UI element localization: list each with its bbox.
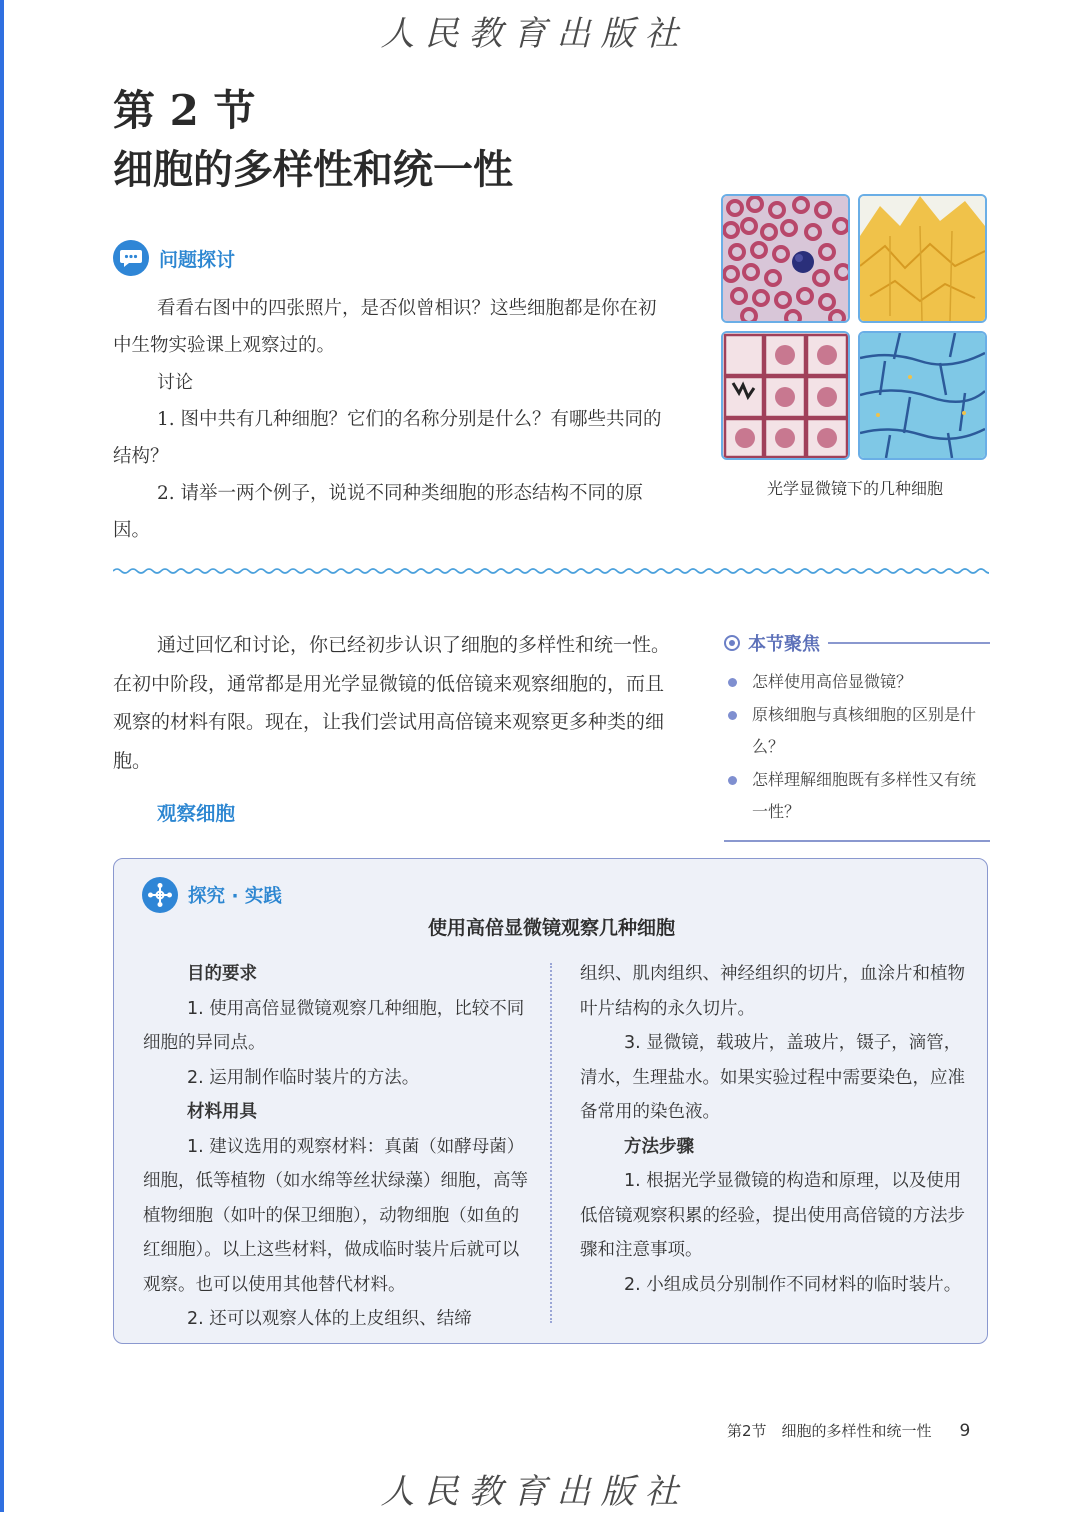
section-focus-bottom-rule	[724, 840, 990, 842]
material-item-1: 1. 建议选用的观察材料：真菌（如酵母菌）细胞，低等植物（如水绵等丝状绿藻）细胞，高等植物细胞（如叶的保卫细胞），动物细胞（如鱼的红细胞）。以上这些材料，做成临时装片后就可以观察。也可以使用其他替代材料。	[143, 1136, 528, 1295]
speech-bubble-icon	[113, 240, 149, 276]
method-item-1: 1. 根据光学显微镜的构造和原理，以及使用低倍镜观察积累的经验，提出使用高倍镜的方法步骤和注意事项。	[580, 1171, 965, 1260]
target-icon	[724, 635, 740, 651]
discuss-label: 讨论	[157, 372, 193, 393]
main-paragraph	[113, 626, 673, 780]
section-title: 细胞的多样性和统一性	[113, 146, 513, 193]
blood-smear-photo	[721, 194, 850, 323]
page-number: 9	[959, 1421, 971, 1441]
section-number: 第 2 节	[113, 86, 256, 135]
goal-heading: 目的要求	[187, 964, 257, 984]
section-focus-list	[724, 666, 990, 829]
section-focus-rule	[828, 642, 990, 644]
focus-item-3: 怎样理解细胞既有多样性又有统一性？	[724, 764, 990, 829]
onion-root-tip-photo	[721, 331, 850, 460]
page-footer	[727, 1420, 970, 1441]
section-focus-header	[724, 630, 990, 656]
practice-left-column	[143, 957, 531, 1337]
publisher-logo-top: 人民教育出版社	[380, 14, 689, 54]
practice-header	[142, 877, 282, 913]
focus-item-1: 怎样使用高倍显微镜？	[724, 666, 990, 699]
leaf-epidermis-photo	[858, 331, 987, 460]
practice-box	[113, 858, 988, 1344]
yellow-cells-photo	[858, 194, 987, 323]
publisher-logo-bottom: 人民教育出版社	[380, 1472, 689, 1512]
observe-cells-heading: 观察细胞	[157, 802, 236, 825]
network-nodes-icon	[142, 877, 178, 913]
material-item-2-cont: 组织、肌肉组织、神经组织的切片，血涂片和植物叶片结构的永久切片。	[580, 964, 965, 1019]
material-item-3: 3. 显微镜，载玻片，盖玻片，镊子，滴管，清水，生理盐水。如果实验过程中需要染色，应准备常用的染色液。	[580, 1033, 965, 1122]
material-item-2-start: 2. 还可以观察人体的上皮组织、结缔	[187, 1309, 472, 1329]
section-focus	[724, 630, 990, 829]
figure-caption: 光学显微镜下的几种细胞	[766, 479, 943, 498]
question-body	[113, 290, 673, 549]
practice-label: 探究 · 实践	[188, 886, 282, 907]
discuss-item-2: 2. 请举一两个例子，说说不同种类细胞的形态结构不同的原因。	[113, 483, 644, 541]
question-discussion-label: 问题探讨	[159, 248, 236, 271]
materials-heading: 材料用具	[187, 1102, 257, 1122]
goal-item-2: 2. 运用制作临时装片的方法。	[187, 1067, 420, 1088]
practice-right-column	[580, 957, 968, 1302]
left-edge-rule	[0, 0, 4, 1512]
question-intro: 看看右图中的四张照片，是否似曾相识？这些细胞都是你在初中生物实验课上观察过的。	[113, 298, 657, 356]
practice-title: 使用高倍显微镜观察几种细胞	[427, 917, 675, 939]
micrograph-grid	[721, 194, 989, 462]
method-item-2: 2. 小组成员分别制作不同材料的临时装片。	[624, 1274, 962, 1295]
goal-item-1: 1. 使用高倍显微镜观察几种细胞，比较不同细胞的异同点。	[143, 998, 525, 1053]
main-paragraph-text: 通过回忆和讨论，你已经初步认识了细胞的多样性和统一性。在初中阶段，通常都是用光学显微镜的低倍镜来观察细胞的，而且观察的材料有限。现在，让我们尝试用高倍镜来观察更多种类的细胞。	[113, 634, 671, 772]
footer-section-ref: 第2节 细胞的多样性和统一性	[727, 1422, 932, 1440]
discuss-item-1: 1. 图中共有几种细胞？它们的名称分别是什么？有哪些共同的结构？	[113, 409, 662, 467]
focus-item-2: 原核细胞与真核细胞的区别是什么？	[724, 699, 990, 764]
section-focus-label: 本节聚焦	[748, 634, 820, 655]
question-discussion-header	[113, 240, 235, 276]
method-heading: 方法步骤	[624, 1136, 694, 1157]
column-divider	[550, 963, 552, 1323]
wavy-divider	[113, 566, 989, 576]
